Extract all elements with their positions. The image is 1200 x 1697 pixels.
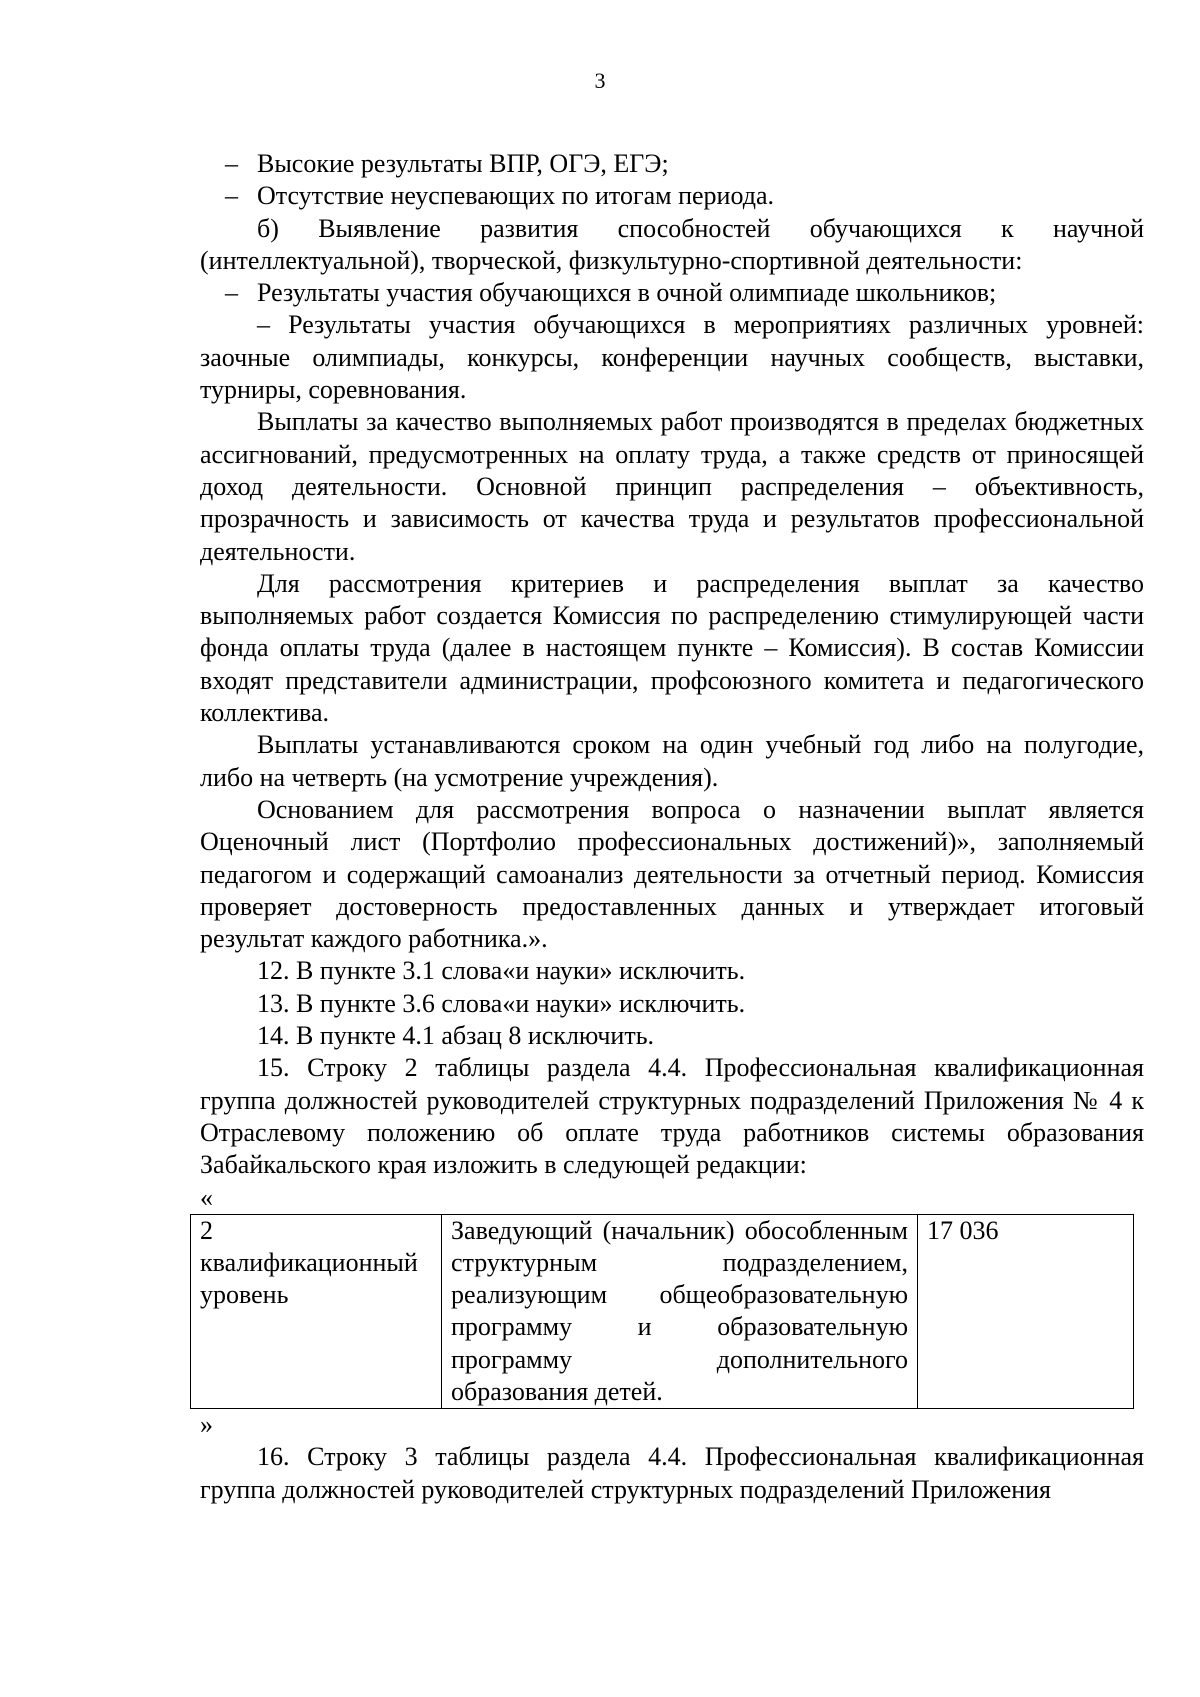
salary-cell: 17 036 <box>918 1214 1134 1409</box>
dash-bullet: – <box>225 278 238 308</box>
list-item: – Результаты участия обучающихся в мероприятиях различных уровней: заочные олимпиады, конкурсы, конференции научных сообществ, выставки, турниры, соревнования. <box>200 310 1144 405</box>
paragraph: 16. Строку 3 таблицы раздела 4.4. Профессиональная квалификационная группа должностей руководителей структурных подразделений Приложения <box>200 1442 1144 1504</box>
paragraph: Основанием для рассмотрения вопроса о назначении выплат является Оценочный лист (Портфолио профессиональных достижений)», заполняемый педагогом и содержащий самоанализ деятельности за отчетный период. Комиссия проверяет достоверность предоставленных данных и утверждает итоговый результат каждого работника.». <box>200 794 1144 954</box>
paragraph-b: б) Выявление развития способностей обучающихся к научной (интеллектуальной), творческой, физкультурно-спортивной деятельности: <box>200 213 1144 275</box>
paragraph: 15. Строку 2 таблицы раздела 4.4. Профессиональная квалификационная группа должностей руководителей структурных подразделений Приложения № 4 к Отраслевому положению об оплате труда работников системы образования Забайкальского края изложить в следующей редакции: <box>200 1053 1144 1180</box>
table-row <box>191 1214 1134 1409</box>
dash-bullet: – <box>225 181 238 211</box>
list-item: – Отсутствие неуспевающих по итогам периода. <box>200 180 1144 212</box>
paragraph: 14. В пункте 4.1 абзац 8 исключить. <box>257 1021 655 1051</box>
list-item: – Результаты участия обучающихся в очной олимпиаде школьников; <box>200 277 1144 309</box>
paragraph: 13. В пункте 3.6 слова«и науки» исключить. <box>257 988 746 1018</box>
paragraph: Для рассмотрения критериев и распределения выплат за качество выполняемых работ создается Комиссия по распределению стимулирующей части фонда оплаты труда (далее в настоящем пункте – Комиссия). В состав Комиссии входят представители администрации, профсоюзного комитета и педагогического коллектива. <box>200 568 1144 728</box>
qualification-table <box>190 1214 1134 1410</box>
quote-close: » <box>200 1410 213 1440</box>
paragraph: Выплаты за качество выполняемых работ производятся в пределах бюджетных ассигнований, предусмотренных на оплату труда, а также средств от приносящей доход деятельности. Основной принцип распределения – объективность, прозрачность и зависимость от качества труда и результатов профессиональной деятельности. <box>200 407 1144 566</box>
dash-bullet: – <box>257 310 289 340</box>
position-cell: Заведующий (начальник) обособленным структурным подразделением, реализующим общеобразовательную программу и образовательную программу дополнительного образования детей. <box>442 1214 918 1409</box>
quote-open: « <box>200 1182 213 1212</box>
level-cell: 2 квалификационный уровень <box>191 1214 442 1409</box>
document-body <box>200 148 1144 1506</box>
paragraph: 12. В пункте 3.1 слова«и науки» исключить. <box>257 956 746 986</box>
dash-bullet: – <box>225 149 238 178</box>
paragraph: Выплаты устанавливаются сроком на один учебный год либо на полугодие, либо на четверть (на усмотрение учреждения). <box>200 730 1144 792</box>
page-number: 3 <box>594 68 606 93</box>
list-item: – Высокие результаты ВПР, ОГЭ, ЕГЭ; <box>200 148 1144 180</box>
